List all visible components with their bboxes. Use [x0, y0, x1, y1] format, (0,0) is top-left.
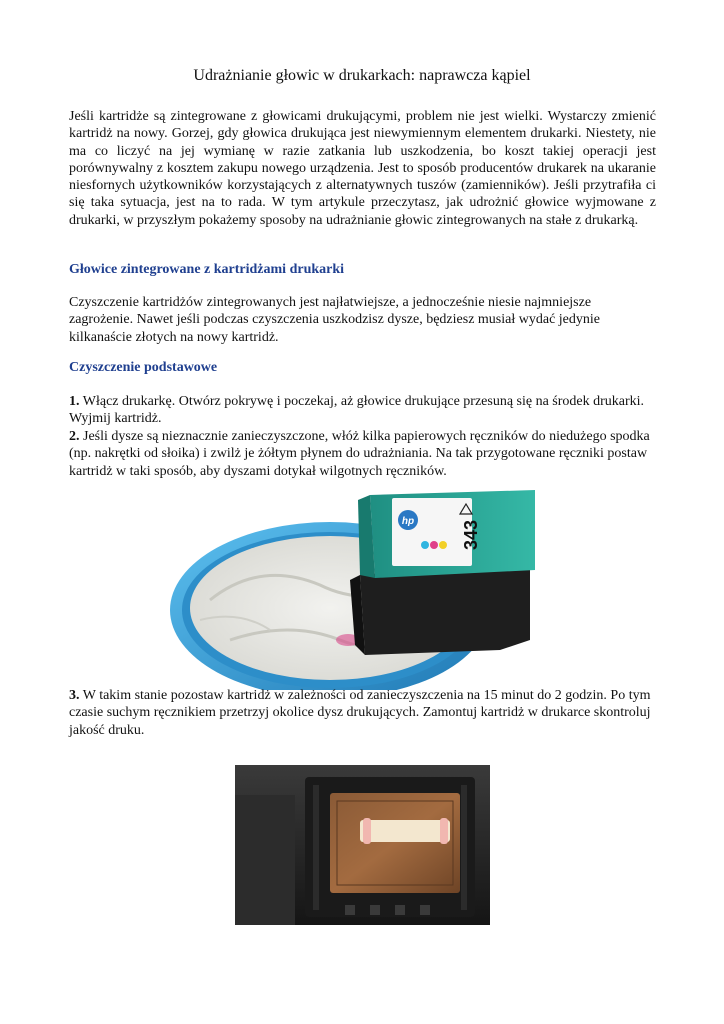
step-1 [69, 393, 656, 428]
cartridge-number: 343 [461, 519, 481, 551]
cartridge-in-lid-photo [170, 490, 550, 690]
flex-circuit [330, 793, 460, 893]
hp-logo: hp [401, 516, 415, 527]
step-text: W takim stanie pozostaw kartridż w zależności od zanieczyszczenia na 15 minut do 2 godzin. Po tym czasie suchym ręcznikiem przetrzyj okolice dysz drukujących. Zamontuj kartridż w drukarce skontroluj jakość druku. [69, 688, 651, 738]
step-number: 2. [69, 429, 80, 444]
printhead-underside-photo [235, 755, 490, 925]
integrated-paragraph: Czyszczenie kartridżów zintegrowanych jest najłatwiejsze, a jednocześnie niesie najmniejsze zagrożenie. Nawet jeśli podczas czyszczenia uszkodzisz dysze, będziesz musiał wydać jedynie kilkanaście złotych na nowy kartridż. [69, 295, 600, 345]
section-heading-integrated: Głowice zintegrowane z kartridżami drukarki [69, 262, 345, 277]
nozzle-plate [360, 820, 450, 842]
ink-cartridge [350, 490, 535, 655]
intro-paragraph: Jeśli kartridże są zintegrowane z głowicami drukującymi, problem nie jest wielki. Wystarczy zmienić kartridż na nowy. Gorzej, gdy głowica drukująca jest niewymiennym elementem drukarki. Niestety, nie ma co liczyć na jej wymianę w razie zatkania lub uszkodzenia, bo koszt takiej operacji jest porównywalny z kosztem zakupu nowego urządzenia. Jest to sposób producentów drukarek na ukaranie niesfornych użytkowników korzystających z alternatywnych tuszów (zamienników). Jeśli przytrafiła ci się taka sytuacja, jest na to rada. W tym artykule przeczytasz, jak udrożnić głowice wyjmowane z drukarki, w przyszłym pokażemy sposoby na udrażnianie głowic zintegrowanych na stałe z drukarką. [69, 109, 656, 228]
page-title: Udrażnianie głowic w drukarkach: naprawcza kąpiel [193, 67, 531, 84]
section-heading-basic-cleaning: Czyszczenie podstawowe [69, 360, 218, 375]
step-number: 3. [69, 688, 80, 703]
step-text: Jeśli dysze są nieznacznie zanieczyszczone, włóż kilka papierowych ręczników do niedużego spodka (np. nakrętki od słoika) i zwilż je żółtym płynem do udrażniania. Na tak przygotowane ręczniki postaw kartridż w taki sposób, aby dyszami dotykał wilgotnych ręczników. [69, 429, 650, 479]
cartridge-label [392, 498, 472, 566]
step-2 [69, 428, 656, 480]
step-number: 1. [69, 394, 80, 409]
step-3 [69, 687, 656, 739]
step-text: Włącz drukarkę. Otwórz pokrywę i poczekaj, aż głowice drukujące przesuną się na środek drukarki. Wyjmij kartridż. [69, 394, 645, 427]
